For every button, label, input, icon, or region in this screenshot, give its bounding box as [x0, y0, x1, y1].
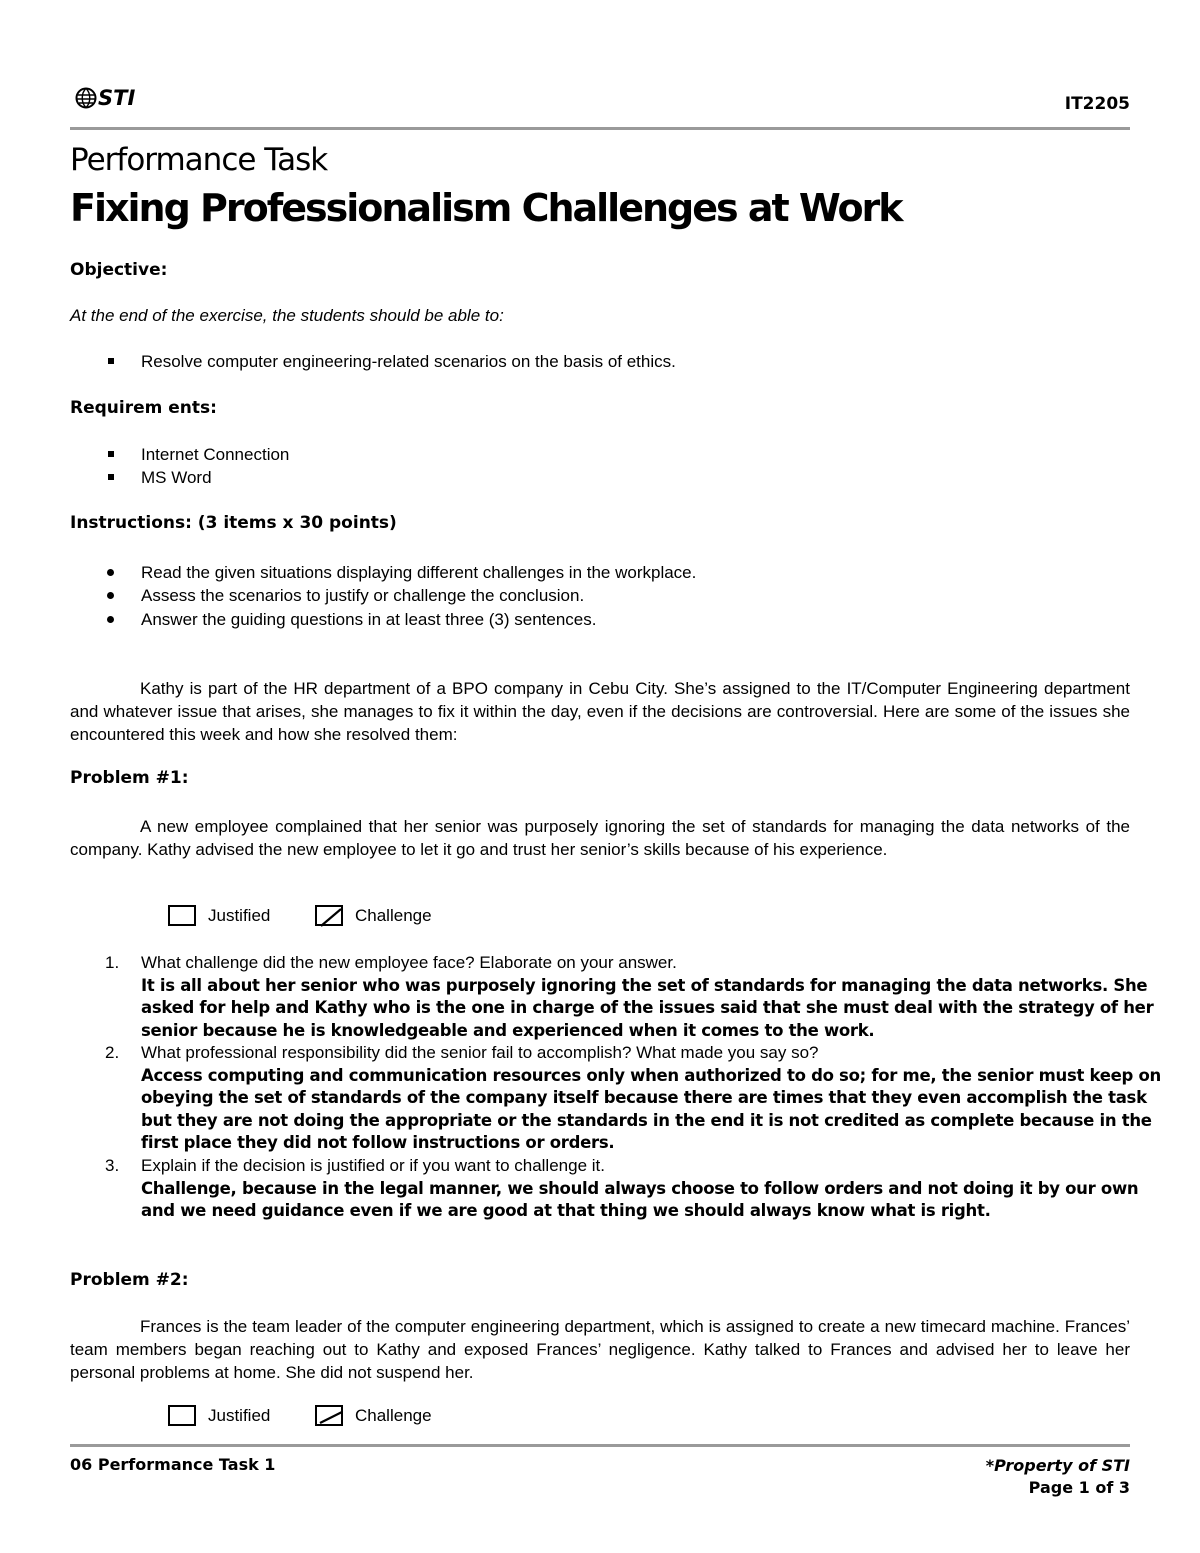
footer-right: [986, 1455, 1130, 1499]
requirements-heading: Requirem ents:: [70, 398, 217, 418]
answer-text: Access computing and communication resources only when authorized to do so; for me, the senior must keep on obeying the set of standards of the company itself because there are times that they even accomplish the task but they are not doing the appropriate or the standards in the end it is not credited as complete because in the first place they did not follow instructions or orders.: [141, 1065, 1161, 1152]
square-bullet-icon: [108, 474, 114, 480]
sti-logo: [75, 86, 135, 110]
checkbox-unchecked-icon[interactable]: [168, 1405, 196, 1426]
answer-text: It is all about her senior who was purposely ignoring the set of standards for managing the data networks. She asked for help and Kathy who is the one in charge of the issues said that she must deal with the strategy of her senior because he is knowledgeable and experienced when it comes to the work.: [141, 975, 1154, 1040]
page-number: Page 1 of 3: [1028, 1478, 1130, 1497]
bullet-icon: [107, 569, 114, 576]
problem2-heading: Problem #2:: [70, 1270, 189, 1290]
problem2-justified-option[interactable]: Justified: [168, 1405, 270, 1426]
globe-icon: [75, 87, 97, 109]
problem2-challenge-option[interactable]: Challenge: [315, 1405, 432, 1426]
problem1-challenge-option[interactable]: Challenge: [315, 905, 432, 926]
intro-paragraph: Kathy is part of the HR department of a BPO company in Cebu City. She’s assigned to the IT/Computer Engineering department and whatever issue that arises, she manages to fix it within the day, even if the decisions are controversial. Here are some of the issues she encountered this week and how she resolved them:: [70, 679, 1130, 744]
course-code: IT2205: [1064, 94, 1130, 114]
logo-text: STI: [98, 86, 136, 110]
checkbox-checked-icon[interactable]: [315, 1405, 343, 1426]
question-text: Explain if the decision is justified or if you want to challenge it.: [141, 1156, 605, 1175]
header-divider: [70, 127, 1130, 130]
instructions-heading: Instructions: (3 items x 30 points): [70, 513, 397, 533]
checkbox-checked-icon[interactable]: [315, 905, 343, 926]
page-title: Fixing Professionalism Challenges at Work: [70, 186, 902, 230]
question-item: 1. What challenge did the new employee face? Elaborate on your answer. It is all about her senior who was purposely ignoring the set of standards for managing the data networks. She asked for help and Kathy who is the one in charge of the issues said that she must deal with the strategy of her senior because he is knowledgeable and experienced when it comes to the work.: [105, 952, 1165, 1042]
question-item: 2. What professional responsibility did the senior fail to accomplish? What made you say so? Access computing and communication resources only when authorized to do so; for me, the senior must keep on obeying the set of standards of the company itself because there are times that they even accomplish the task but they are not doing the appropriate or the standards in the end it is not credited as complete because in the first place they did not follow instructions or orders.: [105, 1042, 1165, 1155]
footer-divider: [70, 1444, 1130, 1447]
square-bullet-icon: [108, 451, 114, 457]
answer-text: Challenge, because in the legal manner, we should always choose to follow orders and not doing it by our own and we need guidance even if we are good at that thing we should always know what is right.: [141, 1178, 1139, 1220]
problem2-text: Frances is the team leader of the computer engineering department, which is assigned to create a new timecard machine. Frances’ team members began reaching out to Kathy and exposed Frances’ negligence. Kathy talked to Frances and advised her to leave her personal problems at home. She did not suspend her.: [70, 1317, 1130, 1382]
bullet-icon: [107, 592, 114, 599]
objective-intro: At the end of the exercise, the students should be able to:: [70, 306, 504, 325]
problem1-heading: Problem #1:: [70, 768, 189, 788]
problem1-justified-option[interactable]: Justified: [168, 905, 270, 926]
question-item: 3. Explain if the decision is justified or if you want to challenge it. Challenge, because in the legal manner, we should always choose to follow orders and not doing it by our own and we need guidance even if we are good at that thing we should always know what is right.: [105, 1155, 1165, 1223]
problem1-text: A new employee complained that her senior was purposely ignoring the set of standards for managing the data networks of the company. Kathy advised the new employee to let it go and trust her senior’s skills because of his experience.: [70, 817, 1130, 859]
footer-module: 06 Performance Task 1: [70, 1455, 276, 1474]
square-bullet-icon: [108, 358, 114, 364]
question-text: What professional responsibility did the senior fail to accomplish? What made you say so?: [141, 1043, 819, 1062]
bullet-icon: [107, 616, 114, 623]
question-text: What challenge did the new employee face? Elaborate on your answer.: [141, 953, 677, 972]
objective-heading: Objective:: [70, 260, 168, 280]
checkbox-unchecked-icon[interactable]: [168, 905, 196, 926]
page-subtitle: Performance Task: [70, 142, 328, 178]
property-notice: *Property of STI: [985, 1456, 1130, 1475]
